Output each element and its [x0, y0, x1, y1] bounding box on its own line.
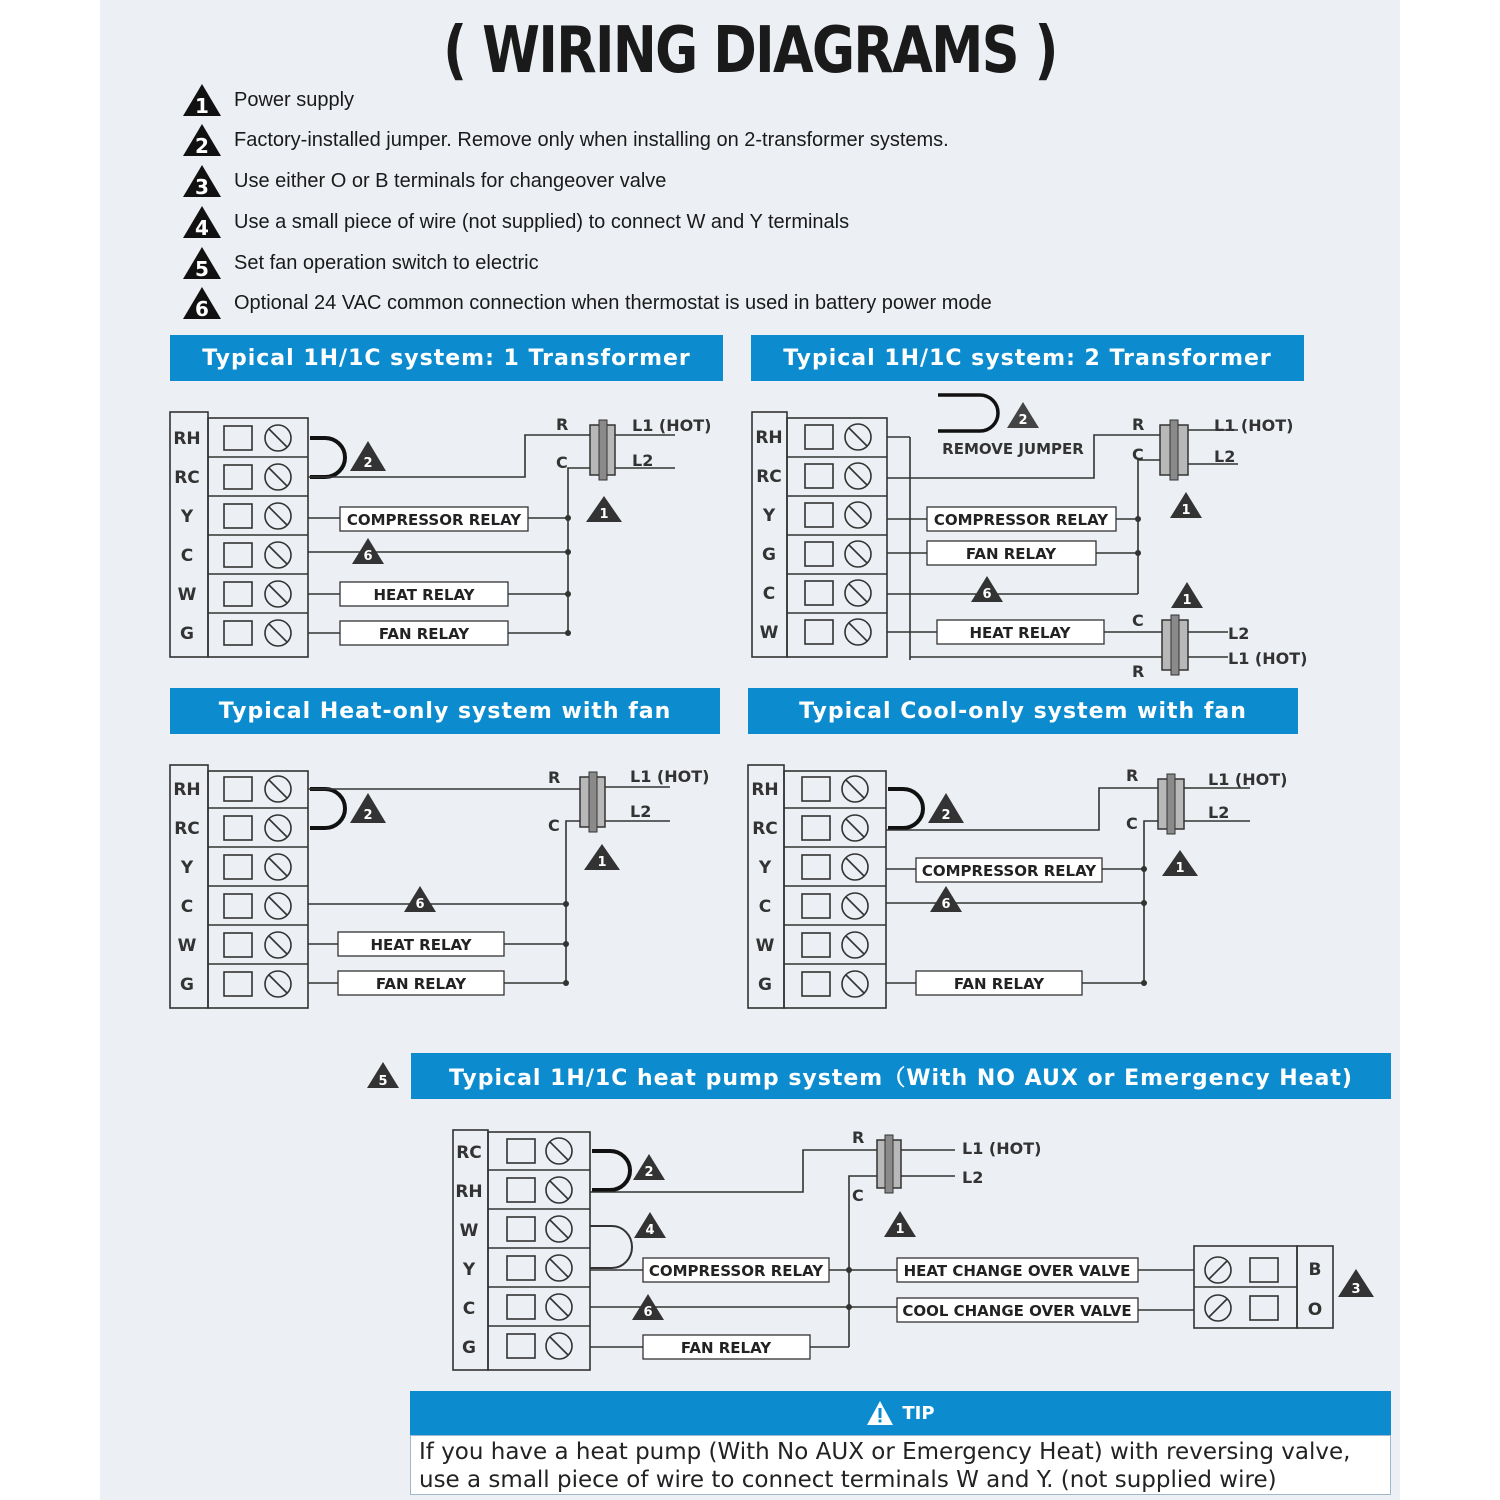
tip-label: TIP: [902, 1402, 935, 1424]
svg-text:L1 (HOT): L1 (HOT): [962, 1139, 1042, 1158]
note-1: [182, 82, 354, 118]
svg-text:R: R: [1132, 415, 1145, 434]
svg-text:4: 4: [195, 216, 209, 239]
svg-text:1: 1: [599, 507, 609, 522]
svg-text:C: C: [1132, 611, 1144, 630]
svg-text:2: 2: [363, 808, 373, 823]
note-4-text: Use a small piece of wire (not supplied) to connect W and Y terminals: [234, 210, 850, 233]
svg-text:L1 (HOT): L1 (HOT): [1228, 649, 1308, 668]
svg-text:2: 2: [644, 1165, 654, 1180]
svg-text:W: W: [177, 585, 197, 605]
svg-text:G: G: [462, 1338, 476, 1358]
svg-text:L1 (HOT): L1 (HOT): [1214, 416, 1294, 435]
svg-text:Y: Y: [758, 858, 772, 878]
note-2-triangle-icon: [182, 123, 222, 157]
diagram-5-wiring: [445, 1118, 1395, 1380]
tip-body: [410, 1435, 1391, 1495]
svg-text:R: R: [548, 768, 561, 787]
svg-text:COMPRESSOR RELAY: COMPRESSOR RELAY: [933, 511, 1109, 529]
svg-text:RC: RC: [752, 819, 778, 839]
svg-text:Y: Y: [462, 1260, 476, 1280]
svg-text:6: 6: [643, 1305, 653, 1320]
svg-text:W: W: [755, 936, 775, 956]
diagram-4-wiring: [738, 755, 1318, 1015]
svg-text:R: R: [556, 415, 569, 434]
svg-text:5: 5: [378, 1074, 388, 1089]
svg-text:6: 6: [941, 897, 951, 912]
svg-text:6: 6: [982, 587, 992, 602]
note-6-text: Optional 24 VAC common connection when thermostat is used in battery power mode: [234, 291, 992, 314]
svg-text:2: 2: [941, 808, 951, 823]
svg-text:RH: RH: [173, 429, 201, 449]
tip-line-1: If you have a heat pump (With No AUX or Emergency Heat) with reversing valve,: [419, 1439, 1351, 1465]
svg-text:5: 5: [195, 257, 209, 280]
svg-text:W: W: [177, 936, 197, 956]
heat-pump-note-5-icon: [365, 1060, 401, 1090]
svg-text:R: R: [1132, 662, 1145, 681]
svg-text:FAN RELAY: FAN RELAY: [680, 1339, 772, 1357]
svg-text:HEAT CHANGE OVER VALVE: HEAT CHANGE OVER VALVE: [903, 1262, 1131, 1280]
remove-jumper-label: REMOVE JUMPER: [942, 440, 1084, 458]
svg-text:1: 1: [895, 1222, 905, 1237]
svg-text:4: 4: [645, 1223, 655, 1238]
diagram-5-title: Typical 1H/1C heat pump system（With NO AUX or Emergency Heat): [411, 1053, 1391, 1099]
note-1-triangle-icon: [182, 83, 222, 117]
svg-text:L1 (HOT): L1 (HOT): [1208, 770, 1288, 789]
svg-text:Y: Y: [180, 858, 194, 878]
svg-text:1: 1: [1181, 503, 1191, 518]
svg-text:3: 3: [1351, 1282, 1361, 1297]
svg-text:C: C: [1126, 814, 1138, 833]
diagram-2-title: Typical 1H/1C system: 2 Transformer: [751, 335, 1304, 381]
svg-text:L2: L2: [1214, 447, 1236, 466]
svg-text:1: 1: [1182, 593, 1192, 608]
svg-text:R: R: [1126, 766, 1139, 785]
svg-text:RH: RH: [755, 428, 783, 448]
note-5-text: Set fan operation switch to electric: [234, 251, 539, 274]
svg-text:6: 6: [415, 897, 425, 912]
diagram-3-wiring: [160, 755, 740, 1015]
note-4-triangle-icon: [182, 205, 222, 239]
svg-text:B: B: [1308, 1260, 1322, 1280]
svg-text:COMPRESSOR RELAY: COMPRESSOR RELAY: [921, 862, 1097, 880]
svg-text:G: G: [758, 975, 772, 995]
svg-text:C: C: [1132, 445, 1144, 464]
svg-text:L2: L2: [632, 451, 654, 470]
svg-text:L2: L2: [962, 1168, 984, 1187]
svg-text:L1 (HOT): L1 (HOT): [630, 767, 710, 786]
note-5-triangle-icon: [182, 246, 222, 280]
tip-header: [410, 1391, 1391, 1435]
svg-text:L1 (HOT): L1 (HOT): [632, 416, 712, 435]
svg-text:C: C: [180, 546, 194, 566]
svg-text:6: 6: [195, 297, 209, 320]
svg-text:RC: RC: [174, 468, 200, 488]
diagram-3-title: Typical Heat-only system with fan: [170, 688, 720, 734]
svg-text:O: O: [1307, 1300, 1323, 1320]
diagram-2-wiring: [742, 390, 1322, 690]
svg-text:C: C: [548, 816, 560, 835]
svg-text:FAN RELAY: FAN RELAY: [965, 545, 1057, 563]
svg-text:Y: Y: [180, 507, 194, 527]
note-1-text: Power supply: [234, 88, 355, 111]
svg-text:COMPRESSOR RELAY: COMPRESSOR RELAY: [346, 511, 522, 529]
note-3-triangle-icon: [182, 164, 222, 198]
svg-text:L2: L2: [1228, 624, 1250, 643]
svg-text:2: 2: [363, 456, 373, 471]
diagram-1-wiring: [160, 400, 740, 680]
svg-text:G: G: [762, 545, 776, 565]
svg-text:Y: Y: [762, 506, 776, 526]
warning-icon: [866, 1400, 894, 1426]
svg-text:C: C: [556, 453, 568, 472]
svg-text:L2: L2: [630, 802, 652, 821]
svg-text:RC: RC: [456, 1143, 482, 1163]
svg-text:HEAT RELAY: HEAT RELAY: [370, 936, 472, 954]
note-6: [182, 285, 992, 321]
svg-text:C: C: [852, 1186, 864, 1205]
svg-text:HEAT RELAY: HEAT RELAY: [373, 586, 475, 604]
svg-text:W: W: [759, 623, 779, 643]
note-2-text: Factory-installed jumper. Remove only when installing on 2-transformer systems.: [234, 128, 949, 151]
note-6-triangle-icon: [182, 286, 222, 320]
svg-text:RC: RC: [174, 819, 200, 839]
svg-text:COMPRESSOR RELAY: COMPRESSOR RELAY: [648, 1262, 824, 1280]
tip-line-2: use a small piece of wire to connect terminals W and Y. (not supplied wire): [419, 1467, 1277, 1493]
svg-text:C: C: [180, 897, 194, 917]
note-5: [182, 245, 539, 281]
svg-text:FAN RELAY: FAN RELAY: [953, 975, 1045, 993]
note-4: [182, 204, 849, 240]
note-2: [182, 122, 949, 158]
svg-text:COOL CHANGE OVER VALVE: COOL CHANGE OVER VALVE: [902, 1302, 1132, 1320]
svg-text:1: 1: [597, 855, 607, 870]
svg-text:C: C: [758, 897, 772, 917]
svg-text:RH: RH: [173, 780, 201, 800]
svg-text:G: G: [180, 975, 194, 995]
page-title: ( WIRING DIAGRAMS ): [443, 14, 1057, 88]
svg-text:C: C: [762, 584, 776, 604]
svg-text:W: W: [459, 1221, 479, 1241]
svg-text:3: 3: [195, 175, 209, 198]
svg-text:G: G: [180, 624, 194, 644]
note-3: [182, 163, 666, 199]
svg-text:R: R: [852, 1128, 865, 1147]
diagram-1-title: Typical 1H/1C system: 1 Transformer: [170, 335, 723, 381]
svg-text:L2: L2: [1208, 803, 1230, 822]
svg-text:C: C: [462, 1299, 476, 1319]
diagram-4-title: Typical Cool-only system with fan: [748, 688, 1298, 734]
note-3-text: Use either O or B terminals for changeover valve: [234, 169, 667, 192]
svg-text:RH: RH: [751, 780, 779, 800]
svg-text:RH: RH: [455, 1182, 483, 1202]
svg-text:6: 6: [363, 549, 373, 564]
svg-text:2: 2: [195, 134, 209, 157]
svg-text:RC: RC: [756, 467, 782, 487]
svg-text:2: 2: [1018, 413, 1028, 428]
svg-text:FAN RELAY: FAN RELAY: [375, 975, 467, 993]
svg-text:1: 1: [1175, 861, 1185, 876]
svg-text:1: 1: [195, 94, 209, 117]
svg-text:HEAT RELAY: HEAT RELAY: [969, 624, 1071, 642]
svg-text:FAN RELAY: FAN RELAY: [378, 625, 470, 643]
